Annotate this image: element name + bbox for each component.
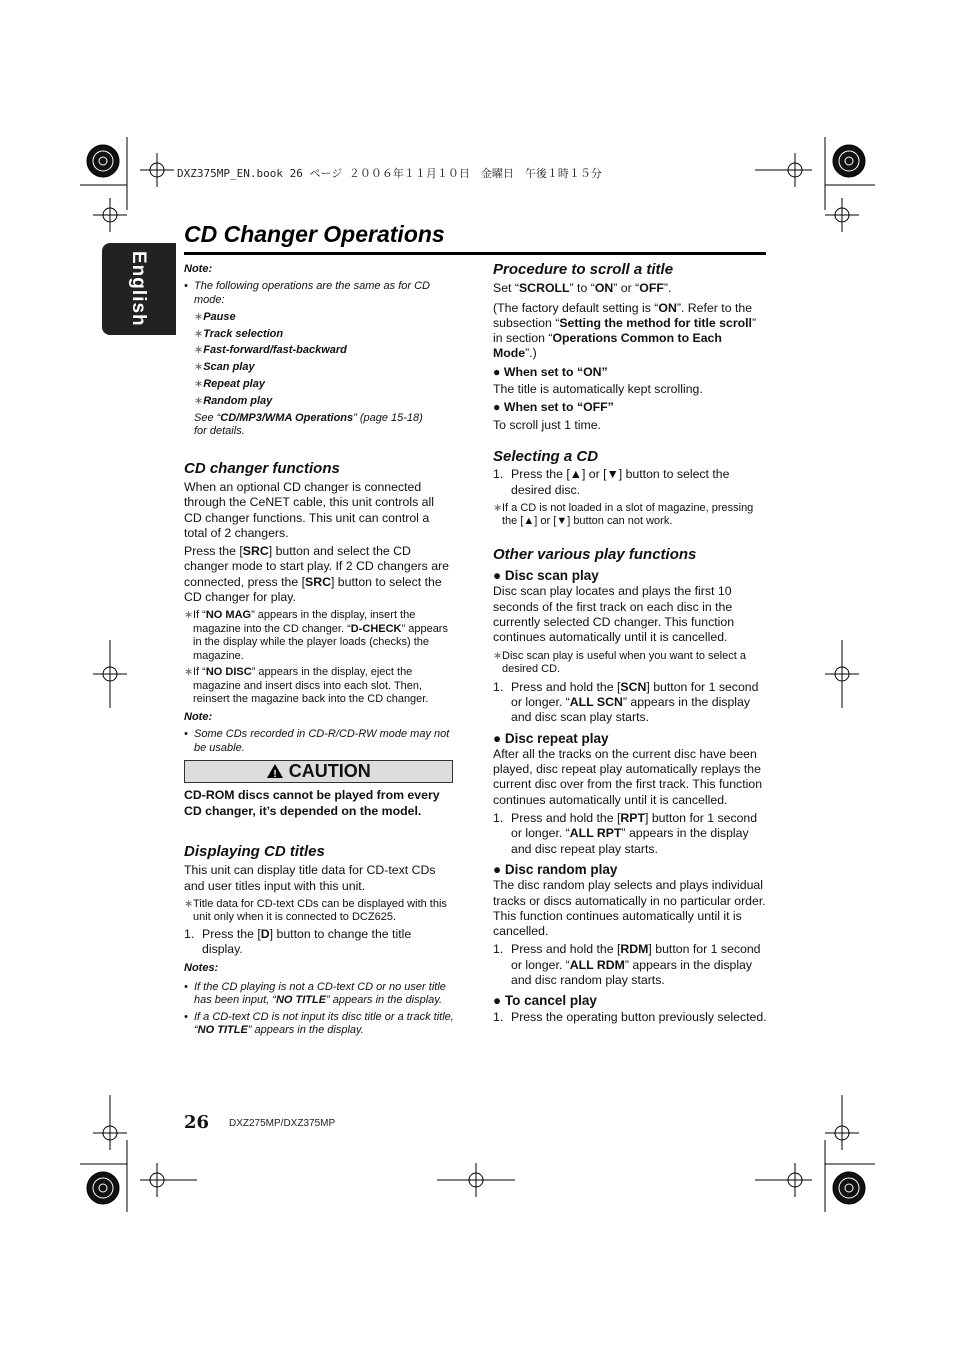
language-tab — [102, 243, 176, 335]
off-heading: ● When set to “OFF” — [493, 400, 614, 415]
section-heading-other: Other various play functions — [493, 545, 697, 563]
model-footer: DXZ275MP/DXZ375MP — [229, 1118, 336, 1129]
titles-paragraph: This unit can display title data for CD-text CDs and user titles input with this unit. — [184, 863, 436, 893]
scan-heading: ● Disc scan play — [493, 568, 599, 584]
note-body — [184, 280, 454, 438]
page-title: CD Changer Operations — [184, 221, 445, 247]
warning-triangle-icon — [266, 763, 284, 779]
cancel-heading: ● To cancel play — [493, 993, 597, 1009]
section-heading-titles: Displaying CD titles — [184, 843, 325, 860]
section-heading-cd-changer: CD changer functions — [184, 459, 340, 477]
repeat-step: 1. Press and hold the [RPT] button for 1 second or longer. “ALL RPT” appears in the display and disc repeat play starts. — [493, 811, 758, 856]
note-heading: Note: — [184, 263, 213, 275]
scan-text: Disc scan play locates and plays the first 10 seconds of the first track on each disc in the currently selected CD changer. This function continues automatically until it is cancelled. — [493, 584, 735, 645]
repeat-heading: ● Disc repeat play — [493, 730, 609, 746]
note-list-item: ∗Pause — [194, 310, 236, 323]
on-text: The title is automatically kept scrolling. — [493, 382, 703, 397]
cancel-step: 1. Press the operating button previously selected. — [493, 1009, 767, 1024]
on-heading: ● When set to “ON” — [493, 364, 608, 379]
select-star-note: ∗ If a CD is not loaded in a slot of magazine, pressing the [▲] or [▼] button can not work. — [493, 501, 754, 528]
svg-text:!: ! — [273, 769, 277, 779]
language-tab-label: English — [128, 251, 149, 327]
random-heading: ● Disc random play — [493, 861, 618, 877]
random-text: The disc random play selects and plays individual tracks or discs automatically in no particular order. This function continues automatically until it is cancelled. — [493, 878, 766, 939]
notes-item-2: • If a CD-text CD is not input its disc title or a track title, “NO TITLE” appears in the display. — [184, 1010, 454, 1037]
left-column-lower — [184, 787, 454, 1038]
note-list-item: ∗Repeat play — [194, 378, 265, 391]
notes-heading: Notes: — [184, 962, 219, 975]
caution-banner — [184, 760, 453, 783]
repeat-text: After all the tracks on the current disc have been played, disc repeat play automatically replays the current disc over from the first track. This function continues automatically until it is cancelled. — [493, 746, 763, 807]
note-text: The following operations are the same as for CD mode: — [194, 280, 431, 306]
scan-step: 1. Press and hold the [SCN] button for 1 second or longer. “ALL SCN” appears in the display and disc scan play starts. — [493, 679, 759, 725]
down-arrow-icon: ▼ — [606, 467, 619, 482]
up-arrow-icon: ▲ — [569, 467, 582, 482]
note-list-item: ∗Track selection — [194, 327, 284, 340]
right-column — [493, 262, 767, 1025]
note-list-item: ∗Scan play — [194, 361, 255, 374]
no-mag-note: ∗ If “NO MAG” appears in the display, insert the magazine into the CD changer. “D-CHECK” appears in the display while the player loads (checks) the magazine. — [184, 609, 448, 662]
down-arrow-icon: ▼ — [556, 515, 568, 528]
notes-item-1: • If the CD playing is not a CD-text CD or no user title has been input, “NO TITLE” appears in the display. — [184, 980, 446, 1007]
note-2-body: • Some CDs recorded in CD-R/CD-RW mode may not be usable. — [184, 728, 450, 754]
page-number: 26 — [184, 1112, 210, 1133]
title-rule — [184, 252, 766, 255]
cd-changer-paragraph-2: Press the [SRC] button and select the CD changer mode to start play. If 2 CD changers are connected, press the [SRC] button to select the CD changer for play. — [184, 544, 449, 605]
bullet: • — [184, 280, 188, 293]
note-list-item: ∗Random play — [194, 395, 273, 408]
titles-star-note: ∗ Title data for CD-text CDs can be displayed with this unit only when it is connected to DCZ625. — [184, 897, 447, 924]
scan-star-note: ∗ Disc scan play is useful when you want to select a desired CD. — [493, 649, 746, 676]
book-header-line: DXZ375MP_EN.book 26 ページ ２００６年１１月１０日 金曜日 午後１時１５分 — [177, 167, 602, 180]
section-heading-select: Selecting a CD — [493, 447, 599, 465]
no-disc-note: ∗ If “NO DISC” appears in the display, eject the magazine and insert discs into each slot. Then, reinsert the magazine back into the CD changer. — [184, 666, 429, 706]
titles-step: 1. Press the [D] button to change the title display. — [184, 926, 412, 957]
note-list-item: ∗Fast-forward/fast-backward — [194, 344, 347, 357]
scroll-default-note: (The factory default setting is “ON”. Refer to the subsection “Setting the method for title scroll” in section “Operations Common to Each Mode”.) — [493, 300, 757, 361]
random-step: 1. Press and hold the [RDM] button for 1 second or longer. “ALL RDM” appears in the display and disc random play starts. — [493, 942, 761, 987]
select-step: 1. Press the [▲] or [▼] button to select the desired disc. — [493, 467, 730, 497]
cd-changer-paragraph: When an optional CD changer is connected through the CeNET cable, this unit controls all CD changer functions. This unit can control a total of 2 changers. — [184, 479, 434, 540]
off-text: To scroll just 1 time. — [493, 417, 601, 432]
left-column — [184, 262, 454, 755]
scroll-set: Set “SCROLL” to “ON” or “OFF”. — [493, 281, 672, 296]
up-arrow-icon: ▲ — [523, 515, 535, 528]
caution-label: CAUTION — [288, 761, 371, 781]
caution-text: CD-ROM discs cannot be played from every CD changer, it’s depended on the model. — [184, 788, 440, 818]
note-items-list — [194, 311, 454, 409]
note-heading-2: Note: — [184, 710, 213, 723]
section-heading-scroll: Procedure to scroll a title — [493, 261, 674, 278]
note-see-reference: See “CD/MP3/WMA Operations” (page 15-18) for details. — [194, 411, 423, 438]
